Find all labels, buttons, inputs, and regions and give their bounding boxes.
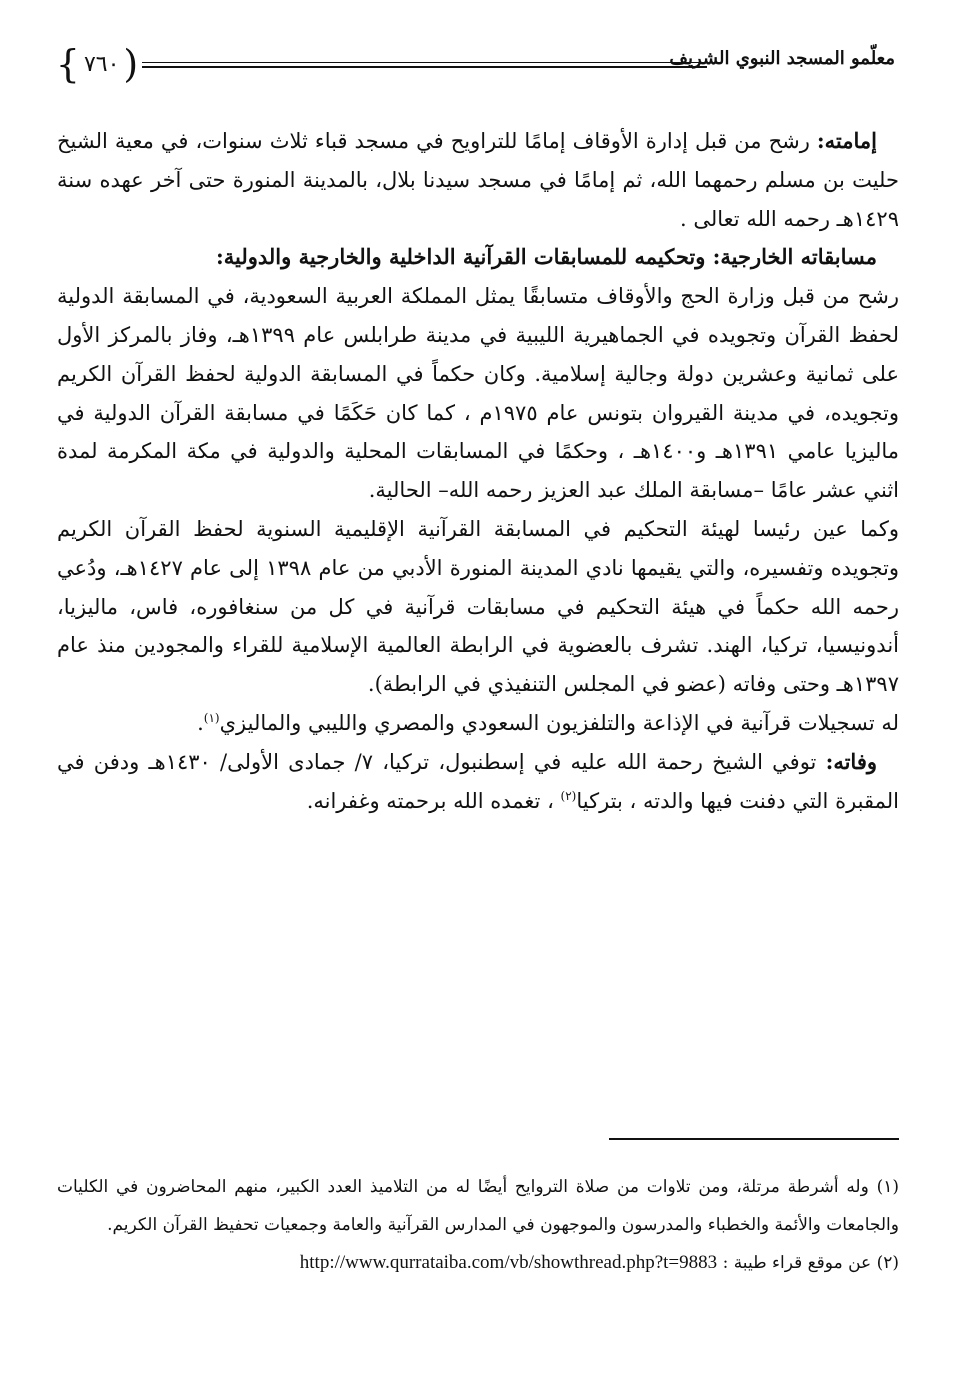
page-number-frame — [55, 42, 139, 86]
competitions-paragraph-2: وكما عين رئيسا لهيئة التحكيم في المسابقة القرآنية الإقليمية السنوية لحفظ القرآن الكريم وتجويده وتفسيره، والتي يقيمها نادي المدينة المنورة الأدبي من عام ١٣٩٨ إلى عام ١٤٢٧هـ، ودُعي رحمه الله حكماً في هيئة التحكيم في مسابقات قرآنية في كل من سنغافوره، فاس، ماليزيا، أندونيسيا، تركيا، الهند. تشرف بالعضوية في الرابطة العالمية الإسلامية للقراء والمجودين منذ عام ١٣٩٧هـ وحتى وفاته (عضو في المجلس التنفيذي في الرابطة). — [57, 516, 899, 697]
footnotes — [57, 1168, 899, 1282]
header-rule-thick — [142, 66, 707, 68]
death-label: وفاته: — [825, 748, 878, 774]
footnote-separator — [609, 1138, 899, 1140]
footnote-2-url[interactable]: http://www.qurrataiba.com/vb/showthread.php?t=9883 — [299, 1252, 718, 1273]
main-text — [57, 122, 899, 820]
recordings-end: . — [197, 710, 204, 735]
death-end: ، تغمده الله برحمته وغفرانه. — [306, 788, 561, 813]
competitions-heading: مسابقاته الخارجية: وتحكيمه للمسابقات القرآنية الداخلية والخارجية والدولية: — [216, 244, 877, 270]
page-number: ٧٦٠ — [83, 51, 120, 77]
running-title: معلّمو المسجد النبوي الشريف — [669, 48, 895, 69]
imamah-label: إمامته: — [816, 128, 877, 153]
footnote-ref-1[interactable]: (١) — [203, 710, 220, 725]
page-header — [55, 40, 895, 90]
footnote-2 — [57, 1244, 899, 1282]
death-text: توفي الشيخ رحمة الله عليه في إسطنبول، تركيا، ٧/ جمادى الأولى/ ١٤٣٠هـ ودفن في المقبرة التي دفنت فيها والدته ، بتركيا — [57, 749, 899, 813]
left-bracket-ornament: { — [55, 42, 80, 86]
footnote-2-prefix: (٢) عن موقع قراء طيبة : — [722, 1253, 899, 1273]
competitions-paragraph-1: رشح من قبل وزارة الحج والأوقاف متسابقًا يمثل المملكة العربية السعودية، في المسابقة الدولية لحفظ القرآن وتجويده في الجماهيرية الليبية في مدينة طرابلس عام ١٣٩٩هـ، وفاز بالمركز الأول على ثمانية وعشرين دولة وجالية إسلامية. وكان حكماً في المسابقة الدولية لحفظ القرآن الكريم وتجويده، في مدينة القيروان بتونس عام ١٩٧٥م ، كما كان حَكَمًا في مسابقة القرآن الدولية في ماليزيا عامي ١٣٩١هـ و١٤٠٠هـ ، وحكمًا في المسابقات المحلية والدولية في مكة المكرمة لمدة اثني عشر عامًا –مسابقة الملك عبد العزيز رحمه الله– الحالية. — [57, 284, 899, 503]
death-paragraph — [57, 743, 899, 821]
footnote-ref-2[interactable]: (٢) — [560, 788, 577, 803]
imamah-paragraph — [57, 122, 899, 238]
imamah-text: رشح من قبل إدارة الأوقاف إمامًا للتراويح في مسجد قباء ثلاث سنوات، في معية الشيخ حليت بن مسلم رحمهما الله، ثم إمامًا في مسجد سيدنا بلال، بالمدينة المنورة حتى آخر عهده سنة ١٤٢٩هـ رحمه الله تعالى . — [57, 129, 899, 231]
right-bracket-ornament: ) — [123, 42, 139, 86]
header-rule-thin — [142, 62, 707, 63]
footnote-1: (١) وله أشرطة مرتلة، ومن تلاوات من صلاة التروايح أيضًا له من التلاميذ العدد الكبير، منهم المحاضرون في الكليات والجامعات والأئمة والخطباء والمدرسون والموجهون في المدارس القرآنية والعامة وجمعيات تحفيظ القرآن الكريم. — [57, 1177, 899, 1235]
recordings-paragraph — [57, 704, 899, 743]
recordings-text: له تسجيلات قرآنية في الإذاعة والتلفزيون السعودي والمصري والليبي والماليزي — [219, 710, 899, 735]
